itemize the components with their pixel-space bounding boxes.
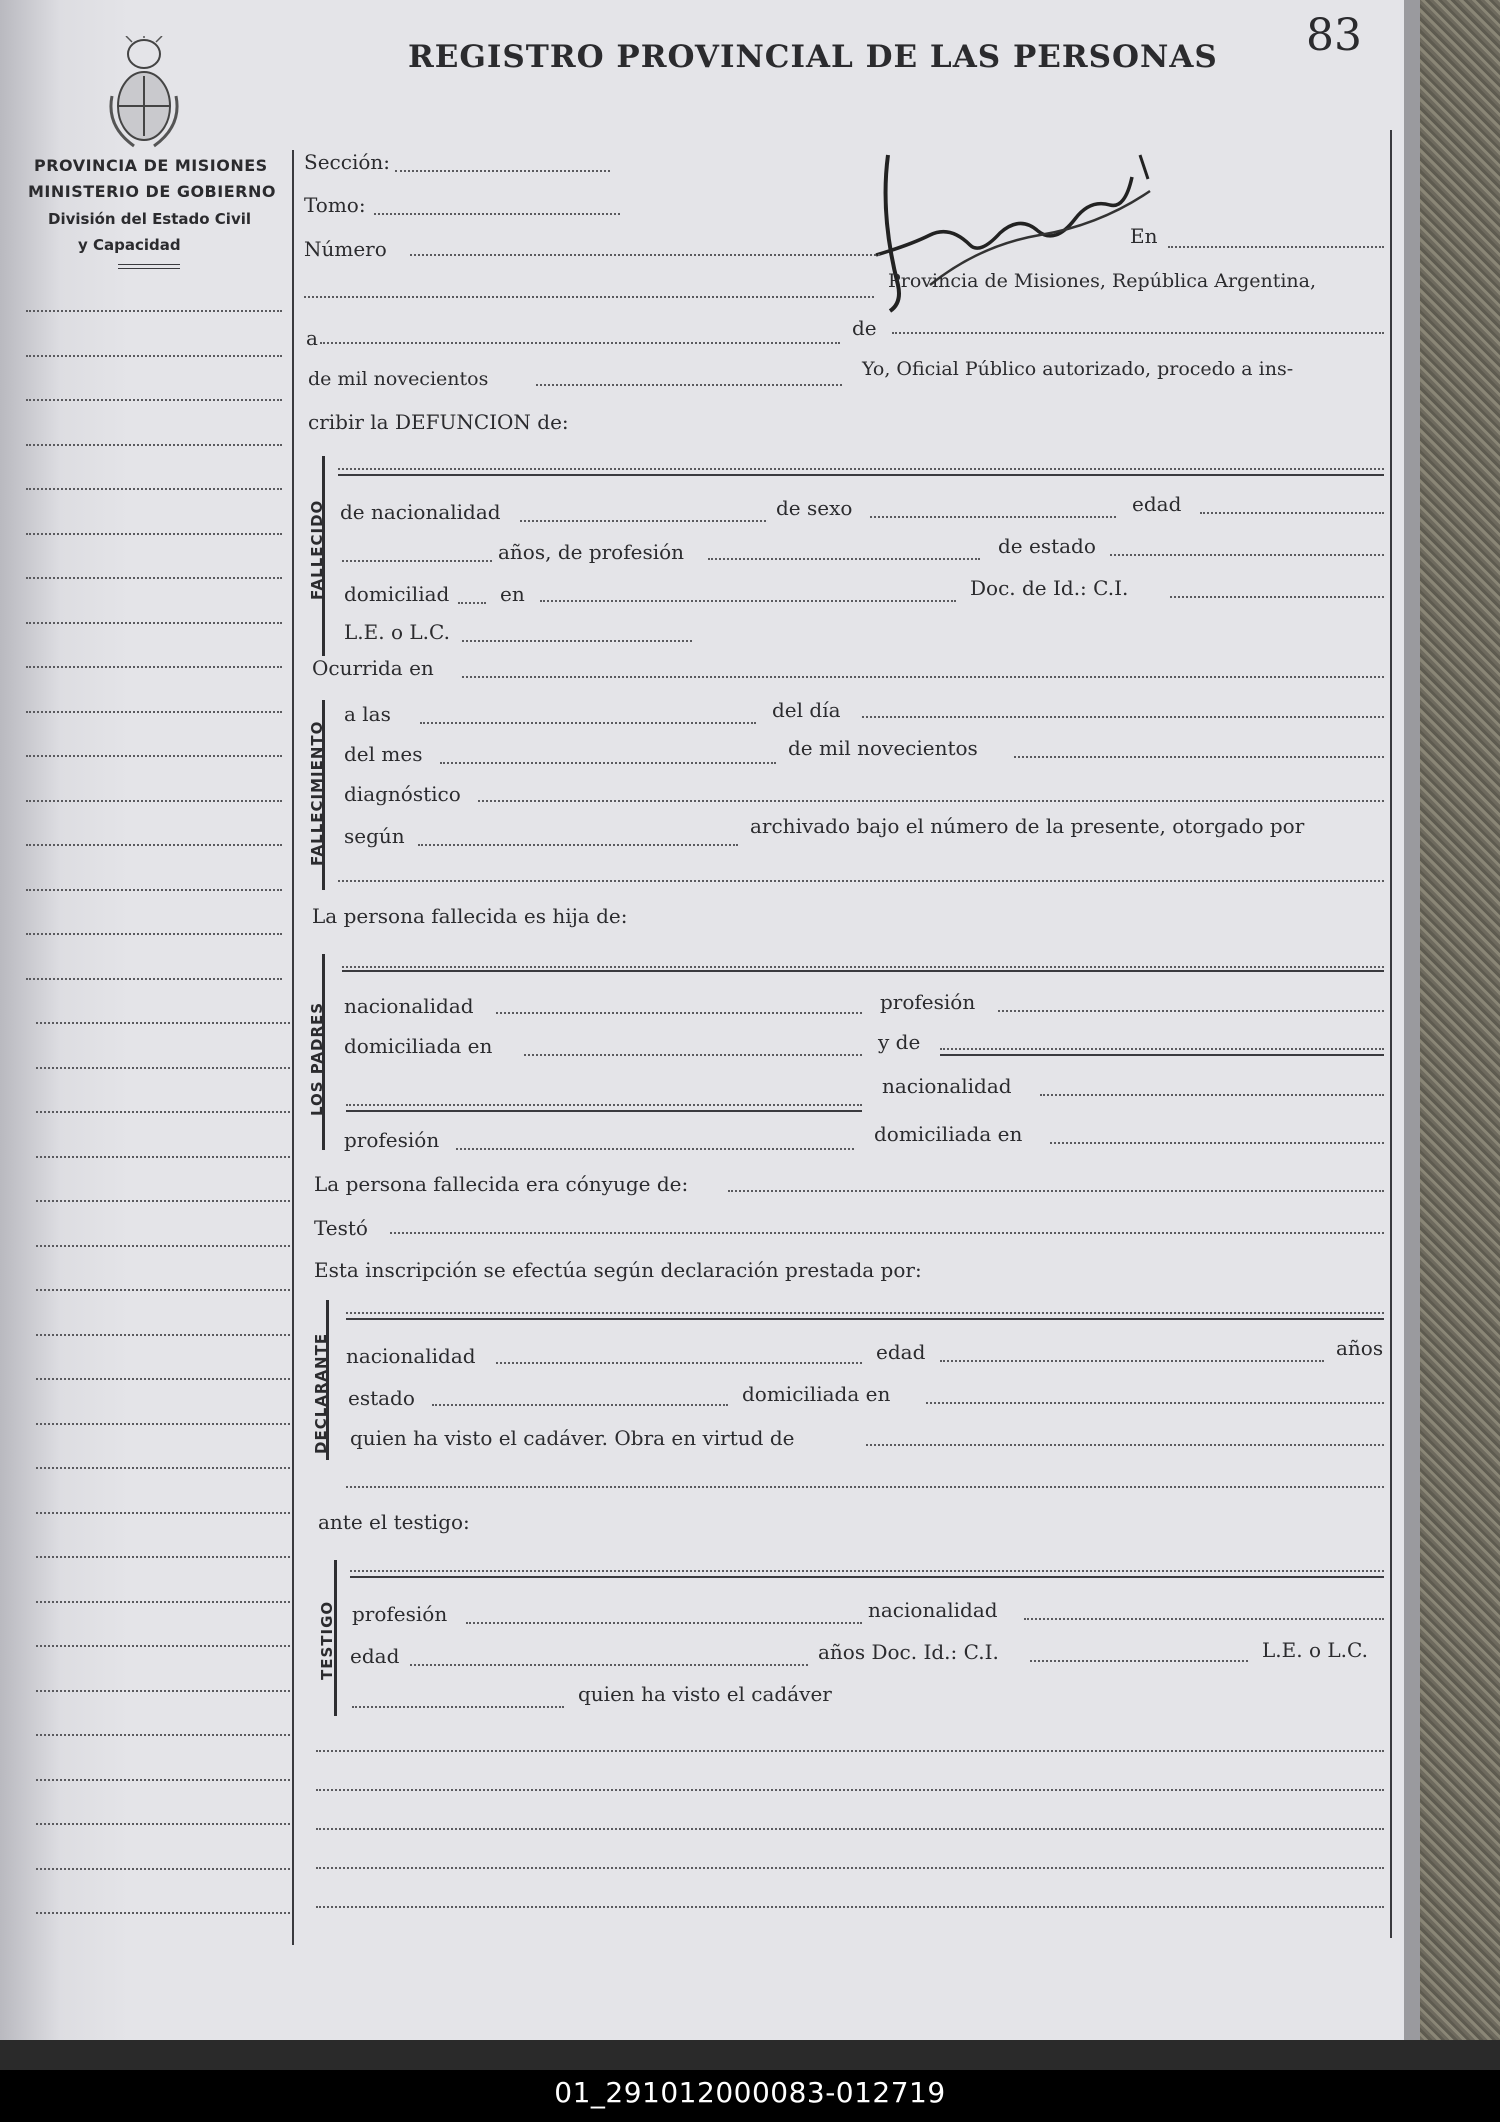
field-obra-en-virtud[interactable]	[866, 1444, 1384, 1446]
margin-line	[36, 1868, 294, 1870]
field-declarante-estado[interactable]	[432, 1404, 728, 1406]
field-numero[interactable]	[410, 254, 880, 256]
field-padre-nombre[interactable]	[342, 966, 1384, 968]
field-lugar[interactable]	[304, 296, 874, 298]
margin-line	[26, 844, 282, 846]
label-testo: Testó	[314, 1216, 368, 1240]
label-conyuge: La persona fallecida era cónyuge de:	[314, 1172, 689, 1196]
margin-line	[26, 533, 282, 535]
margin-line	[36, 1289, 294, 1291]
notes-line[interactable]	[316, 1789, 1384, 1791]
label-en: En	[1130, 224, 1158, 248]
label-le-lc: L.E. o L.C.	[344, 620, 450, 644]
main-right-border	[1390, 130, 1392, 1938]
margin-line	[36, 1378, 294, 1380]
section-declarante: DECLARANTE	[312, 1332, 330, 1454]
label-ocurrida: Ocurrida en	[312, 656, 434, 680]
field-a[interactable]	[320, 342, 840, 344]
field-declarante-edad[interactable]	[940, 1360, 1324, 1362]
margin-line	[36, 1334, 294, 1336]
notes-line[interactable]	[316, 1828, 1384, 1830]
field-madre-nombre-cont[interactable]	[346, 1104, 862, 1106]
label-doc-id: Doc. de Id.: C.I.	[970, 576, 1129, 600]
field-testigo-nacionalidad[interactable]	[1024, 1618, 1384, 1620]
field-declarante-nacionalidad[interactable]	[496, 1362, 862, 1364]
field-testigo-nombre[interactable]	[350, 1570, 1384, 1572]
label-numero: Número	[304, 237, 387, 261]
field-declarante-domicilio[interactable]	[926, 1402, 1384, 1404]
label-sexo: de sexo	[776, 496, 853, 520]
margin-line	[36, 1022, 294, 1024]
label-madre-domiciliada: domiciliada en	[874, 1122, 1023, 1146]
label-cribir: cribir la DEFUNCION de:	[308, 410, 569, 434]
margin-line	[36, 1645, 294, 1647]
coat-of-arms-icon	[104, 36, 184, 154]
label-ante-testigo: ante el testigo:	[318, 1510, 470, 1534]
margin-line	[36, 1200, 294, 1202]
margin-line	[26, 889, 282, 891]
field-anios[interactable]	[342, 560, 492, 562]
field-edad[interactable]	[1200, 512, 1384, 514]
field-madre-nacionalidad[interactable]	[1040, 1094, 1384, 1096]
label-hija-de: La persona fallecida es hija de:	[312, 904, 628, 928]
field-testigo-profesion[interactable]	[466, 1622, 862, 1624]
field-dia[interactable]	[862, 716, 1384, 718]
field-seccion[interactable]	[395, 170, 610, 172]
field-nacionalidad[interactable]	[520, 520, 766, 522]
margin-line	[26, 978, 282, 980]
label-padre-nacionalidad: nacionalidad	[344, 994, 474, 1018]
margin-line	[26, 755, 282, 757]
margin-line	[26, 355, 282, 357]
margin-line	[26, 711, 282, 713]
label-segun: según	[344, 824, 405, 848]
label-mil-novecientos: de mil novecientos	[308, 368, 489, 390]
label-declarante-domiciliada: domiciliada en	[742, 1382, 891, 1406]
label-en-domicilio: en	[500, 582, 525, 606]
page-number: 83	[1306, 10, 1362, 61]
label-estado: de estado	[998, 534, 1096, 558]
label-del-mes: del mes	[344, 742, 423, 766]
field-declarante-extra[interactable]	[346, 1486, 1384, 1488]
label-testigo-edad: edad	[350, 1644, 400, 1668]
main-left-border	[292, 150, 294, 1945]
field-padre-nacionalidad[interactable]	[496, 1012, 862, 1014]
margin-line	[36, 1779, 294, 1781]
label-madre-nacionalidad: nacionalidad	[882, 1074, 1012, 1098]
label-del-dia: del día	[772, 698, 841, 722]
margin-line	[36, 1690, 294, 1692]
section-fallecido: FALLECIDO	[308, 499, 326, 600]
margin-line	[26, 444, 282, 446]
field-madre-domicilio[interactable]	[1050, 1142, 1384, 1144]
label-declarante-nacionalidad: nacionalidad	[346, 1344, 476, 1368]
label-testigo-visto: quien ha visto el cadáver	[578, 1682, 832, 1706]
notes-line[interactable]	[316, 1906, 1384, 1908]
margin-line	[36, 1423, 294, 1425]
margin-line	[26, 310, 282, 312]
label-oficial: Yo, Oficial Público autorizado, procedo a ins-	[862, 358, 1294, 380]
label-nacionalidad: de nacionalidad	[340, 500, 501, 524]
margin-line	[36, 1556, 294, 1558]
book-binding	[1420, 0, 1500, 2040]
margin-line	[26, 622, 282, 624]
office-ministry: MINISTERIO DE GOBIERNO	[28, 182, 276, 201]
field-testo[interactable]	[390, 1232, 1384, 1234]
label-padre-profesion: profesión	[880, 990, 976, 1014]
office-capacity: y Capacidad	[78, 236, 181, 254]
label-declarante-edad: edad	[876, 1340, 926, 1364]
label-diagnostico: diagnóstico	[344, 782, 461, 806]
section-fallecimiento: FALLECIMIENTO	[308, 720, 326, 866]
office-province: PROVINCIA DE MISIONES	[34, 156, 268, 175]
label-madre-profesion: profesión	[344, 1128, 440, 1152]
field-profesion[interactable]	[708, 558, 980, 560]
margin-line	[26, 488, 282, 490]
margin-line	[26, 666, 282, 668]
margin-line	[36, 1111, 294, 1113]
field-domicilio[interactable]	[540, 600, 956, 602]
notes-line[interactable]	[316, 1750, 1384, 1752]
field-nombre-fallecido[interactable]	[338, 468, 1384, 470]
margin-line	[36, 1156, 294, 1158]
label-archivado: archivado bajo el número de la presente, otorgado por	[750, 814, 1305, 838]
field-ocurrida[interactable]	[462, 676, 1384, 678]
label-testigo-profesion: profesión	[352, 1602, 448, 1626]
field-otorgado-por[interactable]	[338, 880, 1384, 882]
field-padre-domicilio[interactable]	[524, 1054, 862, 1056]
field-anio[interactable]	[536, 384, 842, 386]
margin-line	[26, 399, 282, 401]
field-testigo-extra[interactable]	[352, 1706, 564, 1708]
label-a-las: a las	[344, 702, 391, 726]
label-edad: edad	[1132, 492, 1182, 516]
margin-line	[26, 577, 282, 579]
margin-line	[36, 1823, 294, 1825]
label-tomo: Tomo:	[304, 193, 366, 217]
margin-line	[26, 933, 282, 935]
section-padres: LOS PADRES	[308, 1001, 326, 1116]
margin-line	[36, 1512, 294, 1514]
field-diagnostico[interactable]	[478, 800, 1384, 802]
margin-line	[26, 800, 282, 802]
field-en[interactable]	[1168, 246, 1384, 248]
field-testigo-ci[interactable]	[1030, 1660, 1248, 1662]
label-declarante-estado: estado	[348, 1386, 415, 1410]
label-anios-profesion: años, de profesión	[498, 540, 685, 564]
field-conyuge[interactable]	[728, 1190, 1384, 1192]
field-madre-nombre[interactable]	[940, 1048, 1384, 1050]
field-domiciliad-sufijo[interactable]	[458, 602, 486, 604]
field-segun[interactable]	[418, 844, 738, 846]
label-seccion: Sección:	[304, 150, 390, 174]
image-caption: 01_291012000083-012719	[554, 2076, 946, 2109]
label-testigo-le-lc: L.E. o L.C.	[1262, 1638, 1368, 1662]
label-provincia: Provincia de Misiones, República Argentina,	[888, 270, 1317, 292]
label-testigo-anios-doc: años Doc. Id.: C.I.	[818, 1640, 999, 1664]
bottom-shadow	[0, 2040, 1500, 2070]
margin-line	[36, 1067, 294, 1069]
field-ci[interactable]	[1170, 596, 1384, 598]
field-le-lc[interactable]	[462, 640, 692, 642]
field-tomo[interactable]	[374, 213, 620, 215]
label-declarante-anios: años	[1336, 1336, 1384, 1360]
margin-line	[36, 1467, 294, 1469]
label-testigo-nacionalidad: nacionalidad	[868, 1598, 998, 1622]
office-division: División del Estado Civil	[48, 210, 252, 228]
label-padre-domiciliada: domiciliada en	[344, 1034, 493, 1058]
field-testigo-edad[interactable]	[410, 1664, 808, 1666]
margin-line	[36, 1245, 294, 1247]
margin-line	[36, 1912, 294, 1914]
field-declarante-nombre[interactable]	[346, 1312, 1384, 1314]
label-y-de: y de	[878, 1030, 921, 1054]
field-estado[interactable]	[1110, 554, 1384, 556]
field-de[interactable]	[892, 332, 1384, 334]
margin-line	[36, 1601, 294, 1603]
field-madre-profesion[interactable]	[456, 1148, 854, 1150]
label-a: a	[306, 326, 318, 350]
field-padre-profesion[interactable]	[998, 1010, 1384, 1012]
label-declarante-visto: quien ha visto el cadáver. Obra en virtud de	[350, 1426, 795, 1450]
label-domiciliad: domiciliad	[344, 582, 450, 606]
label-inscripcion: Esta inscripción se efectúa según declaración prestada por:	[314, 1258, 922, 1282]
section-testigo: TESTIGO	[318, 1600, 336, 1680]
label-mil-novecientos-2: de mil novecientos	[788, 736, 978, 760]
document-title: REGISTRO PROVINCIAL DE LAS PERSONAS	[408, 39, 1218, 75]
field-mes[interactable]	[440, 762, 776, 764]
notes-line[interactable]	[316, 1867, 1384, 1869]
margin-line	[36, 1734, 294, 1736]
field-anio-fallecimiento[interactable]	[1014, 756, 1384, 758]
field-hora[interactable]	[420, 722, 756, 724]
field-sexo[interactable]	[870, 516, 1116, 518]
label-de: de	[852, 316, 877, 340]
